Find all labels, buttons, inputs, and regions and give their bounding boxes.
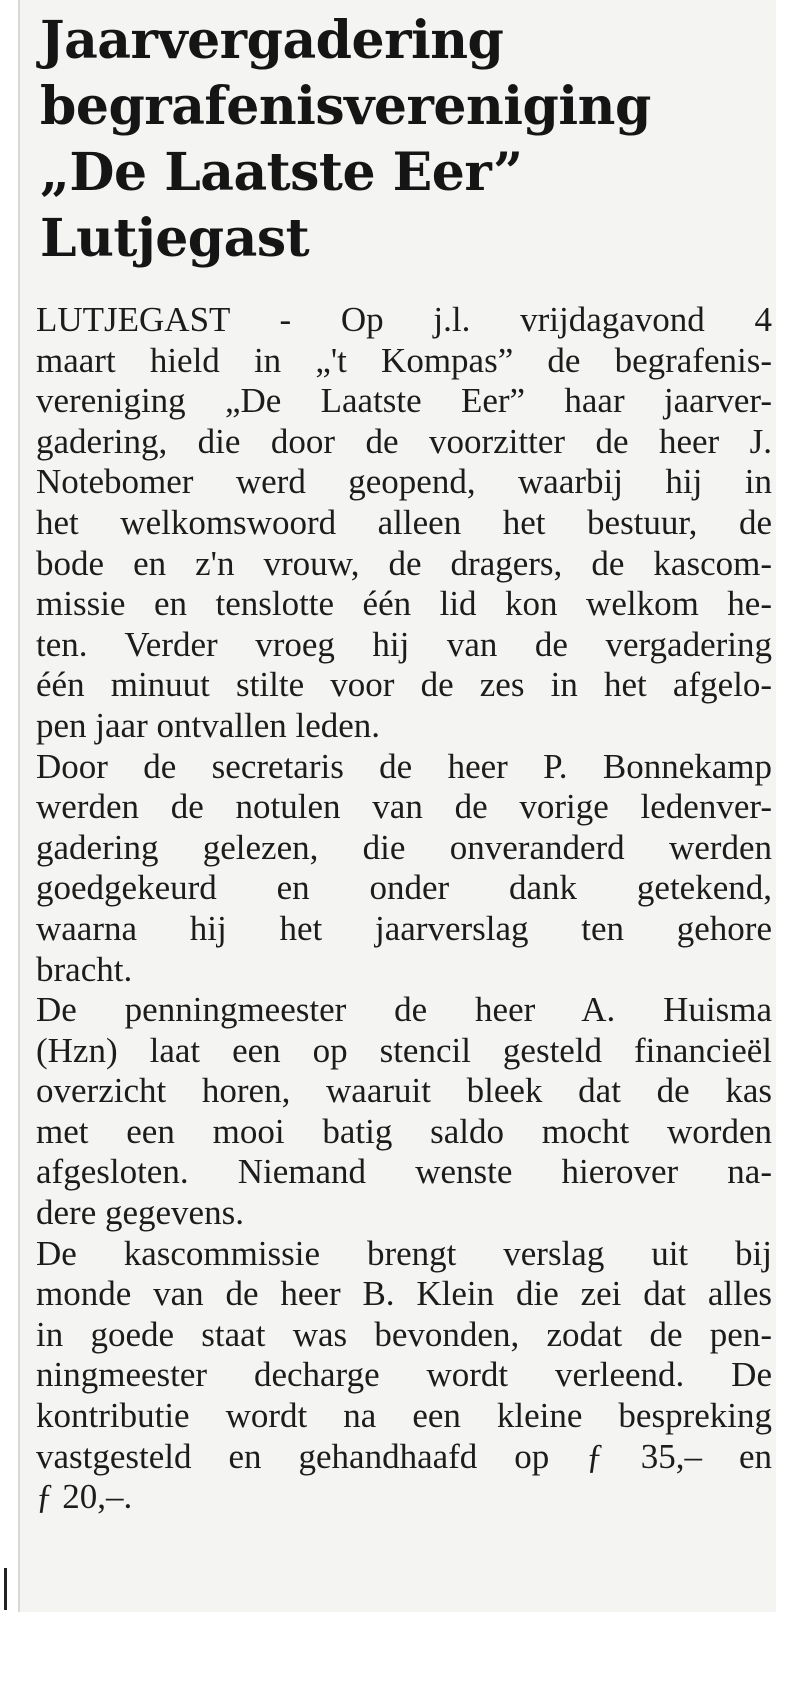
- headline-line: Lutjegast: [40, 208, 310, 269]
- article-line: één minuut stilte voor de zes in het afgelo-: [36, 665, 772, 705]
- article-line: De kascommissie brengt verslag uit bij: [36, 1233, 772, 1273]
- article-paragraph: [36, 747, 772, 991]
- article-line: (Hzn) laat een op stencil gesteld financieël: [36, 1030, 772, 1070]
- article-line: maart hield in „'t Kompas” de begrafenis-: [36, 340, 772, 380]
- article-line: ƒ 20,–.: [36, 1477, 133, 1517]
- article-line: pen jaar ontvallen leden.: [36, 705, 381, 745]
- article-line: ningmeester decharge wordt verleend. De: [36, 1355, 772, 1395]
- article-line: vereniging „De Laatste Eer” haar jaarver-: [36, 381, 772, 421]
- article-paragraph: [36, 300, 772, 747]
- article-line: kontributie wordt na een kleine bespreking: [36, 1396, 772, 1436]
- article-line: werden de notulen van de vorige ledenver-: [36, 787, 772, 827]
- article-line: Notebomer werd geopend, waarbij hij in: [36, 462, 772, 502]
- article-line: De penningmeester de heer A. Huisma: [36, 990, 772, 1030]
- article-headline: [40, 8, 760, 272]
- headline-line: begrafenisvereniging: [40, 76, 651, 137]
- article-line: Door de secretaris de heer P. Bonnekamp: [36, 746, 772, 786]
- headline-line: Jaarvergadering: [40, 10, 504, 71]
- article-paragraph: [36, 1234, 772, 1518]
- article-line: waarna hij het jaarverslag ten gehore: [36, 908, 772, 948]
- article-line: goedgekeurd en onder dank getekend,: [36, 868, 772, 908]
- article-body: [36, 300, 772, 1518]
- article-line: overzicht horen, waaruit bleek dat de kas: [36, 1071, 772, 1111]
- article-line: bracht.: [36, 949, 133, 989]
- article-line: het welkomswoord alleen het bestuur, de: [36, 502, 772, 542]
- article-line: LUTJEGAST - Op j.l. vrijdagavond 4: [36, 300, 772, 339]
- article-line: afgesloten. Niemand wenste hierover na-: [36, 1152, 772, 1192]
- article-line: bode en z'n vrouw, de dragers, de kascom-: [36, 543, 772, 583]
- article-line: monde van de heer B. Klein die zei dat alles: [36, 1274, 772, 1314]
- article-line: met een mooi batig saldo mocht worden: [36, 1111, 772, 1151]
- margin-mark: [4, 1568, 7, 1610]
- article-line: in goede staat was bevonden, zodat de pen-: [36, 1314, 772, 1354]
- article-line: dere gegevens.: [36, 1193, 244, 1233]
- article-line: vastgesteld en gehandhaafd op ƒ 35,– en: [36, 1436, 772, 1476]
- article-line: gadering, die door de voorzitter de heer J.: [36, 421, 772, 461]
- headline-line: „De Laatste Eer”: [40, 142, 523, 203]
- article-line: missie en tenslotte één lid kon welkom he-: [36, 584, 772, 624]
- article-line: gadering gelezen, die onveranderd werden: [36, 827, 772, 867]
- article-line: ten. Verder vroeg hij van de vergadering: [36, 624, 772, 664]
- article-paragraph: [36, 990, 772, 1234]
